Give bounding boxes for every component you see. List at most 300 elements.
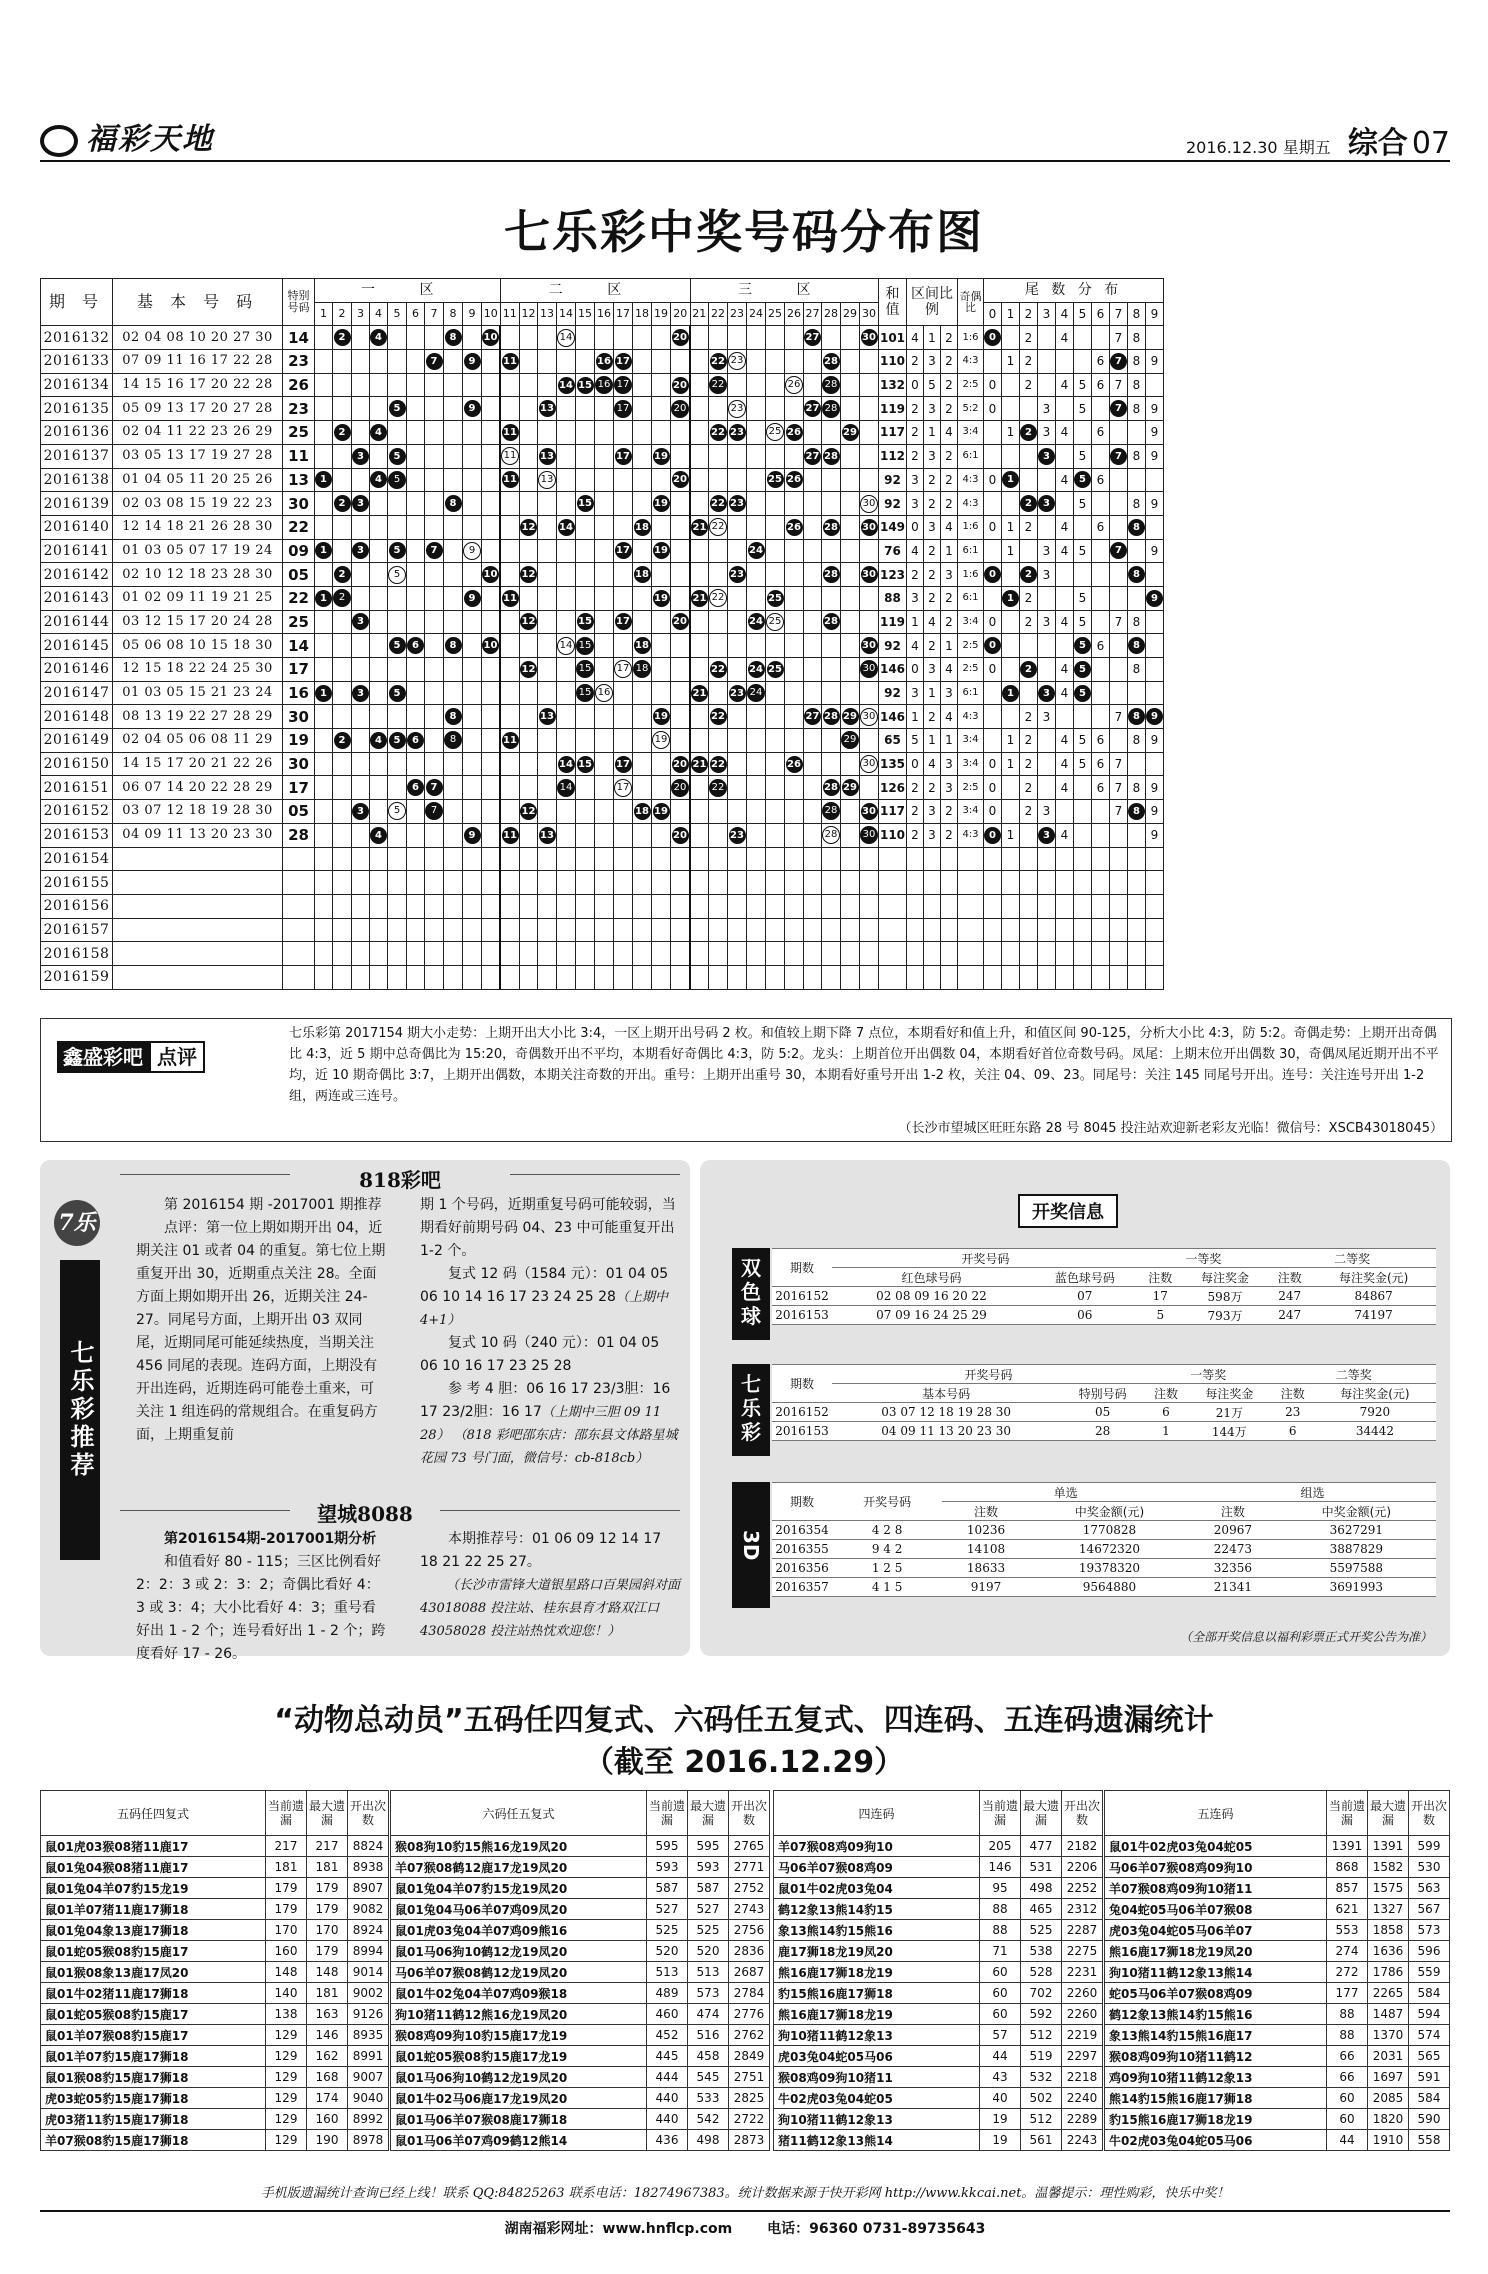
special-ball: 30 xyxy=(860,708,878,726)
cell-6 xyxy=(407,563,425,587)
cell-23 xyxy=(728,350,747,374)
qlc-h-special: 特别号码 xyxy=(1060,1384,1144,1403)
drawn-ball: 12 xyxy=(520,613,537,630)
drawn-ball: 19 xyxy=(653,495,670,512)
cell-8 xyxy=(444,705,463,729)
omission-val-1: 177 xyxy=(1327,1983,1368,2004)
cell-27 xyxy=(804,942,822,966)
omission-combo: 虎03猪11豹15鹿17狮18 xyxy=(41,2109,266,2130)
tail-2: 2 xyxy=(1020,373,1038,397)
cell-22 xyxy=(709,468,728,492)
omission-val-3: 596 xyxy=(1409,1941,1450,1962)
cell-14 xyxy=(557,871,576,895)
cell-26 xyxy=(785,397,804,421)
d3-cell-5: 3627291 xyxy=(1277,1521,1436,1540)
cell-25 xyxy=(766,444,785,468)
tail-1 xyxy=(1002,918,1020,942)
cell-13 xyxy=(538,894,557,918)
row-period: 2016158 xyxy=(41,942,113,966)
newspaper-logo xyxy=(40,114,214,158)
cell-16 xyxy=(595,586,614,610)
omission-val-3: 8992 xyxy=(348,2109,389,2130)
omission-combo: 牛02虎03兔04蛇05马06 xyxy=(1105,2130,1327,2151)
rec-818-multi12 xyxy=(420,1263,680,1332)
cell-13 xyxy=(538,515,557,539)
omission-row xyxy=(1105,2025,1450,2046)
cell-16 xyxy=(595,492,614,516)
cell-23 xyxy=(728,965,747,989)
cell-22 xyxy=(709,444,728,468)
drawn-ball: 25 xyxy=(767,471,784,488)
tail-6: 6 xyxy=(1092,729,1110,753)
row-zone-3: 2 xyxy=(941,586,958,610)
row-sum: 119 xyxy=(879,610,907,634)
rec-818-multi12-text: 复式 12 码（1584 元）：01 04 05 06 10 14 16 17 23 24 25 28 xyxy=(420,1266,669,1305)
grid-row xyxy=(41,563,1164,587)
page-header xyxy=(40,112,1450,162)
cell-4 xyxy=(370,515,388,539)
cell-15 xyxy=(576,752,595,776)
tail-8 xyxy=(1128,894,1146,918)
row-zone-1 xyxy=(907,894,924,918)
row-oddeven: 4:3 xyxy=(958,705,984,729)
cell-15 xyxy=(576,965,595,989)
cell-7 xyxy=(425,965,444,989)
cell-10 xyxy=(482,492,501,516)
cell-3 xyxy=(352,705,370,729)
tail-3 xyxy=(1038,965,1056,989)
cell-13 xyxy=(538,918,557,942)
tail-2 xyxy=(1020,634,1038,658)
tail-5 xyxy=(1074,681,1092,705)
tail-9: 9 xyxy=(1146,492,1164,516)
cell-13 xyxy=(538,350,557,374)
tail-head-4: 4 xyxy=(1056,302,1074,326)
cell-17 xyxy=(614,847,633,871)
tail-9 xyxy=(1146,586,1164,610)
cell-29 xyxy=(841,492,860,516)
cell-10 xyxy=(482,444,501,468)
omission-val-1: 88 xyxy=(1327,2025,1368,2046)
omission-combo: 鼠01兔04羊07豹15龙19凤20 xyxy=(391,1878,647,1899)
cell-29 xyxy=(841,444,860,468)
cell-16 xyxy=(595,563,614,587)
omission-val-3: 2240 xyxy=(1062,2088,1103,2109)
omission-row xyxy=(1105,1857,1450,1878)
cell-12 xyxy=(520,563,538,587)
tail-4: 4 xyxy=(1056,515,1074,539)
omission-combo: 熊14豹15熊16鹿17狮18 xyxy=(1105,2088,1327,2109)
row-special xyxy=(283,894,315,918)
tail-0 xyxy=(984,350,1002,374)
recommendation-panel xyxy=(40,1160,690,1662)
cell-30 xyxy=(860,705,879,729)
num-head-10: 10 xyxy=(482,302,501,326)
tail-0: 0 xyxy=(984,610,1002,634)
cell-5 xyxy=(388,539,407,563)
rec-818-multi10: 复式 10 码（240 元）：01 04 05 06 10 16 17 23 25 28 xyxy=(420,1335,660,1374)
row-period: 2016153 xyxy=(41,823,113,847)
omission-val-2: 162 xyxy=(307,2046,348,2067)
tail-4: 4 xyxy=(1056,729,1074,753)
drawn-ball: 27 xyxy=(804,329,821,346)
tail-3 xyxy=(1038,515,1056,539)
cell-6 xyxy=(407,942,425,966)
cell-25 xyxy=(766,326,785,350)
cell-21 xyxy=(690,634,709,658)
divider xyxy=(120,1510,290,1511)
row-zone-2: 5 xyxy=(924,373,941,397)
ssq-cell-1: 07 09 16 24 25 29 xyxy=(832,1306,1031,1325)
row-sum: 117 xyxy=(879,421,907,445)
omission-val-3: 2836 xyxy=(729,1941,770,1962)
drawn-ball: 12 xyxy=(520,803,537,820)
row-basic: 01 03 05 07 17 19 24 xyxy=(113,539,283,563)
row-sum: 117 xyxy=(879,800,907,824)
omission-val-2: 1487 xyxy=(1368,2004,1409,2025)
cell-27 xyxy=(804,610,822,634)
cell-10 xyxy=(482,397,501,421)
cell-7 xyxy=(425,658,444,682)
rec-818-banker-note: （上期中三胆 09 11 28） （818 彩吧邵东店：邵东县文体路星城花园 73 号门面，微信号：cb-818cb） xyxy=(420,1405,678,1466)
ssq-h-prize1: 每注奖金 xyxy=(1182,1268,1268,1287)
omission-val-1: 57 xyxy=(980,2025,1021,2046)
omission-val-2: 179 xyxy=(307,1899,348,1920)
drawn-ball: 5 xyxy=(389,732,406,749)
tail-2 xyxy=(1020,539,1038,563)
drawn-ball: 11 xyxy=(502,353,519,370)
tail-7 xyxy=(1110,563,1128,587)
cell-18 xyxy=(633,681,652,705)
cell-6 xyxy=(407,515,425,539)
col-range: 区间比例 xyxy=(907,279,958,326)
tail-9: 9 xyxy=(1146,800,1164,824)
tail-double: 8 xyxy=(1128,566,1145,583)
cell-9 xyxy=(463,705,482,729)
cell-1 xyxy=(315,705,333,729)
row-zone-2: 3 xyxy=(924,658,941,682)
cell-8 xyxy=(444,658,463,682)
cell-25 xyxy=(766,350,785,374)
tail-3: 3 xyxy=(1038,705,1056,729)
omission-combo: 鼠01马06羊07鸡09鹤12熊14 xyxy=(391,2130,647,2151)
cell-12 xyxy=(520,658,538,682)
cell-16 xyxy=(595,894,614,918)
cell-27 xyxy=(804,350,822,374)
drawn-ball: 4 xyxy=(370,329,387,346)
row-sum: 92 xyxy=(879,492,907,516)
special-ball: 30 xyxy=(860,495,878,513)
omission-val-1: 445 xyxy=(647,2046,688,2067)
row-special: 30 xyxy=(283,492,315,516)
row-basic: 01 03 05 15 21 23 24 xyxy=(113,681,283,705)
cell-3 xyxy=(352,823,370,847)
drawn-ball: 1 xyxy=(315,685,332,702)
tail-0: 0 xyxy=(984,515,1002,539)
tail-3 xyxy=(1038,729,1056,753)
tail-4 xyxy=(1056,563,1074,587)
omission-val-2: 2265 xyxy=(1368,1983,1409,2004)
grid-row xyxy=(41,965,1164,989)
omission-val-3: 2849 xyxy=(729,2046,770,2067)
omission-val-1: 868 xyxy=(1327,1857,1368,1878)
cell-13 xyxy=(538,965,557,989)
grid-row xyxy=(41,847,1164,871)
row-zone-2: 2 xyxy=(924,634,941,658)
cell-10 xyxy=(482,776,501,800)
tail-1 xyxy=(1002,776,1020,800)
cell-9 xyxy=(463,681,482,705)
cell-29 xyxy=(841,705,860,729)
row-sum xyxy=(879,965,907,989)
cell-16 xyxy=(595,965,614,989)
omission-val-2: 1575 xyxy=(1368,1878,1409,1899)
tail-8: 8 xyxy=(1128,610,1146,634)
cell-25 xyxy=(766,610,785,634)
cell-21 xyxy=(690,918,709,942)
cell-10 xyxy=(482,421,501,445)
omission-val-2: 512 xyxy=(1021,2109,1062,2130)
cell-20 xyxy=(671,965,691,989)
omission-row xyxy=(41,1962,389,1983)
omission-val-3: 558 xyxy=(1409,2130,1450,2151)
qlc-h-first: 一等奖 xyxy=(1145,1365,1272,1384)
tail-7 xyxy=(1110,847,1128,871)
omission-val-3: 2260 xyxy=(1062,2004,1103,2025)
omission-val-3: 584 xyxy=(1409,1983,1450,2004)
cell-29 xyxy=(841,752,860,776)
cell-20 xyxy=(671,539,691,563)
tail-double: 2 xyxy=(1020,566,1037,583)
cell-23 xyxy=(728,586,747,610)
cell-23 xyxy=(728,658,747,682)
cell-18 xyxy=(633,965,652,989)
drawn-ball: 22 xyxy=(709,376,727,394)
tail-6 xyxy=(1092,610,1110,634)
cell-9 xyxy=(463,823,482,847)
row-sum: 76 xyxy=(879,539,907,563)
tail-double: 1 xyxy=(1002,590,1019,607)
drawn-ball: 5 xyxy=(389,685,406,702)
cell-21 xyxy=(690,539,709,563)
cell-20 xyxy=(671,492,691,516)
omission-title-date: （截至 2016.12.29） xyxy=(583,1745,905,1780)
cell-25 xyxy=(766,421,785,445)
row-period: 2016147 xyxy=(41,681,113,705)
cell-6 xyxy=(407,421,425,445)
num-head-13: 13 xyxy=(538,302,557,326)
cell-7 xyxy=(425,894,444,918)
d3-cell-4: 21341 xyxy=(1189,1578,1277,1597)
tail-7 xyxy=(1110,942,1128,966)
tail-9 xyxy=(1146,705,1164,729)
cell-26 xyxy=(785,776,804,800)
tail-3: 3 xyxy=(1038,800,1056,824)
tail-1: 1 xyxy=(1002,421,1020,445)
drawn-ball: 14 xyxy=(557,779,575,797)
cell-28 xyxy=(822,350,841,374)
side-label: 七乐彩推荐 xyxy=(60,1260,100,1560)
omission-val-1: 452 xyxy=(647,2025,688,2046)
cell-30 xyxy=(860,326,879,350)
cell-11 xyxy=(500,847,520,871)
cell-24 xyxy=(747,610,766,634)
omission-row xyxy=(774,1878,1103,1899)
cell-13 xyxy=(538,729,557,753)
cell-23 xyxy=(728,373,747,397)
cell-2 xyxy=(333,586,352,610)
drawn-ball: 22 xyxy=(710,424,727,441)
cell-30 xyxy=(860,373,879,397)
omission-combo: 羊07猴08豹15鹿17狮18 xyxy=(41,2130,266,2151)
omission-val-1: 160 xyxy=(266,1941,307,1962)
omission-name: 四连码 xyxy=(774,1791,980,1836)
omission-head-0: 当前遗漏 xyxy=(1327,1791,1368,1836)
tail-4: 4 xyxy=(1056,539,1074,563)
cell-7 xyxy=(425,350,444,374)
drawn-ball: 23 xyxy=(729,424,746,441)
tail-1 xyxy=(1002,658,1020,682)
tail-head-1: 1 xyxy=(1002,302,1020,326)
d3-cell-4: 20967 xyxy=(1189,1521,1277,1540)
cell-26 xyxy=(785,800,804,824)
omission-val-2: 533 xyxy=(688,2088,729,2109)
row-sum: 126 xyxy=(879,776,907,800)
drawn-ball: 28 xyxy=(823,448,840,465)
cell-3 xyxy=(352,563,370,587)
cell-6 xyxy=(407,847,425,871)
cell-10 xyxy=(482,563,501,587)
cell-3 xyxy=(352,421,370,445)
omission-val-2: 168 xyxy=(307,2067,348,2088)
cell-24 xyxy=(747,326,766,350)
cell-21 xyxy=(690,800,709,824)
cell-2 xyxy=(333,397,352,421)
grid-row xyxy=(41,705,1164,729)
cell-3 xyxy=(352,729,370,753)
cell-11 xyxy=(500,965,520,989)
cell-3 xyxy=(352,847,370,871)
cell-27 xyxy=(804,823,822,847)
cell-1 xyxy=(315,800,333,824)
tail-8: 8 xyxy=(1128,397,1146,421)
qlc-cell-6: 7920 xyxy=(1314,1403,1436,1422)
tail-0: 0 xyxy=(984,397,1002,421)
cell-14 xyxy=(557,894,576,918)
omission-row xyxy=(41,1983,389,2004)
cell-25 xyxy=(766,894,785,918)
ssq-h-first: 一等奖 xyxy=(1139,1249,1268,1268)
cell-18 xyxy=(633,539,652,563)
omission-val-1: 440 xyxy=(647,2109,688,2130)
cell-24 xyxy=(747,586,766,610)
omission-val-2: 1820 xyxy=(1368,2109,1409,2130)
cell-24 xyxy=(747,752,766,776)
tail-2 xyxy=(1020,871,1038,895)
rec-818-banker-text: 参 考 4 胆：06 16 17 23/3胆：16 17 23/2胆：16 17 xyxy=(420,1381,671,1420)
cell-18 xyxy=(633,705,652,729)
omission-combo: 鼠01羊07猪11鹿17狮18 xyxy=(41,1899,266,1920)
row-special: 28 xyxy=(283,823,315,847)
d3-cell-2: 14108 xyxy=(942,1540,1030,1559)
cell-19 xyxy=(652,350,671,374)
cell-24 xyxy=(747,918,766,942)
cell-28 xyxy=(822,800,841,824)
cell-20 xyxy=(671,847,691,871)
omission-name: 五连码 xyxy=(1105,1791,1327,1836)
cell-24 xyxy=(747,776,766,800)
cell-23 xyxy=(728,729,747,753)
drawn-ball: 2 xyxy=(333,589,351,607)
ssq-h-numbers: 开奖号码 xyxy=(832,1249,1139,1268)
cell-26 xyxy=(785,586,804,610)
row-zone-1: 4 xyxy=(907,539,924,563)
omission-row xyxy=(41,1899,389,1920)
tail-9 xyxy=(1146,373,1164,397)
tail-2 xyxy=(1020,823,1038,847)
grid-row xyxy=(41,871,1164,895)
cell-24 xyxy=(747,468,766,492)
cell-24 xyxy=(747,515,766,539)
tail-head-5: 5 xyxy=(1074,302,1092,326)
drawn-ball: 1 xyxy=(315,590,332,607)
cell-2 xyxy=(333,965,352,989)
cell-13 xyxy=(538,397,557,421)
grid-header-row xyxy=(41,279,1164,303)
d3-h-amount2: 中奖金额(元) xyxy=(1277,1502,1436,1521)
cell-16 xyxy=(595,776,614,800)
footer-contact xyxy=(40,2218,1450,2238)
row-zone-1: 2 xyxy=(907,823,924,847)
omission-val-1: 88 xyxy=(1327,2004,1368,2025)
tail-8: 8 xyxy=(1128,444,1146,468)
cell-7 xyxy=(425,492,444,516)
cell-8 xyxy=(444,918,463,942)
tail-3 xyxy=(1038,444,1056,468)
cell-5 xyxy=(388,444,407,468)
cell-25 xyxy=(766,658,785,682)
cell-19 xyxy=(652,823,671,847)
cell-8 xyxy=(444,942,463,966)
cell-8 xyxy=(444,847,463,871)
tail-2: 2 xyxy=(1020,705,1038,729)
cell-17 xyxy=(614,586,633,610)
omission-val-2: 512 xyxy=(1021,2025,1062,2046)
omission-name: 五码任四复式 xyxy=(41,1791,266,1836)
analysis-badge xyxy=(57,1041,205,1070)
ssq-cell-6: 84867 xyxy=(1311,1287,1436,1306)
drawn-ball: 15 xyxy=(577,495,594,512)
omission-val-2: 1697 xyxy=(1368,2067,1409,2088)
cell-14 xyxy=(557,729,576,753)
tail-8: 8 xyxy=(1128,373,1146,397)
cell-16 xyxy=(595,942,614,966)
row-zone-3: 4 xyxy=(941,421,958,445)
omission-combo: 蛇05马06羊07猴08鸡09 xyxy=(1105,1983,1327,2004)
cell-10 xyxy=(482,894,501,918)
special-ball: 25 xyxy=(766,613,784,631)
omission-val-1: 587 xyxy=(647,1878,688,1899)
num-head-14: 14 xyxy=(557,302,576,326)
omission-val-3: 573 xyxy=(1409,1920,1450,1941)
cell-15 xyxy=(576,918,595,942)
omission-combo: 鼠01兔04马06羊07鸡09凤20 xyxy=(391,1899,647,1920)
tail-1: 1 xyxy=(1002,729,1020,753)
omission-val-2: 163 xyxy=(307,2004,348,2025)
omission-val-1: 272 xyxy=(1327,1962,1368,1983)
omission-val-1: 66 xyxy=(1327,2067,1368,2088)
col-oddeven: 奇偶比 xyxy=(958,279,984,326)
